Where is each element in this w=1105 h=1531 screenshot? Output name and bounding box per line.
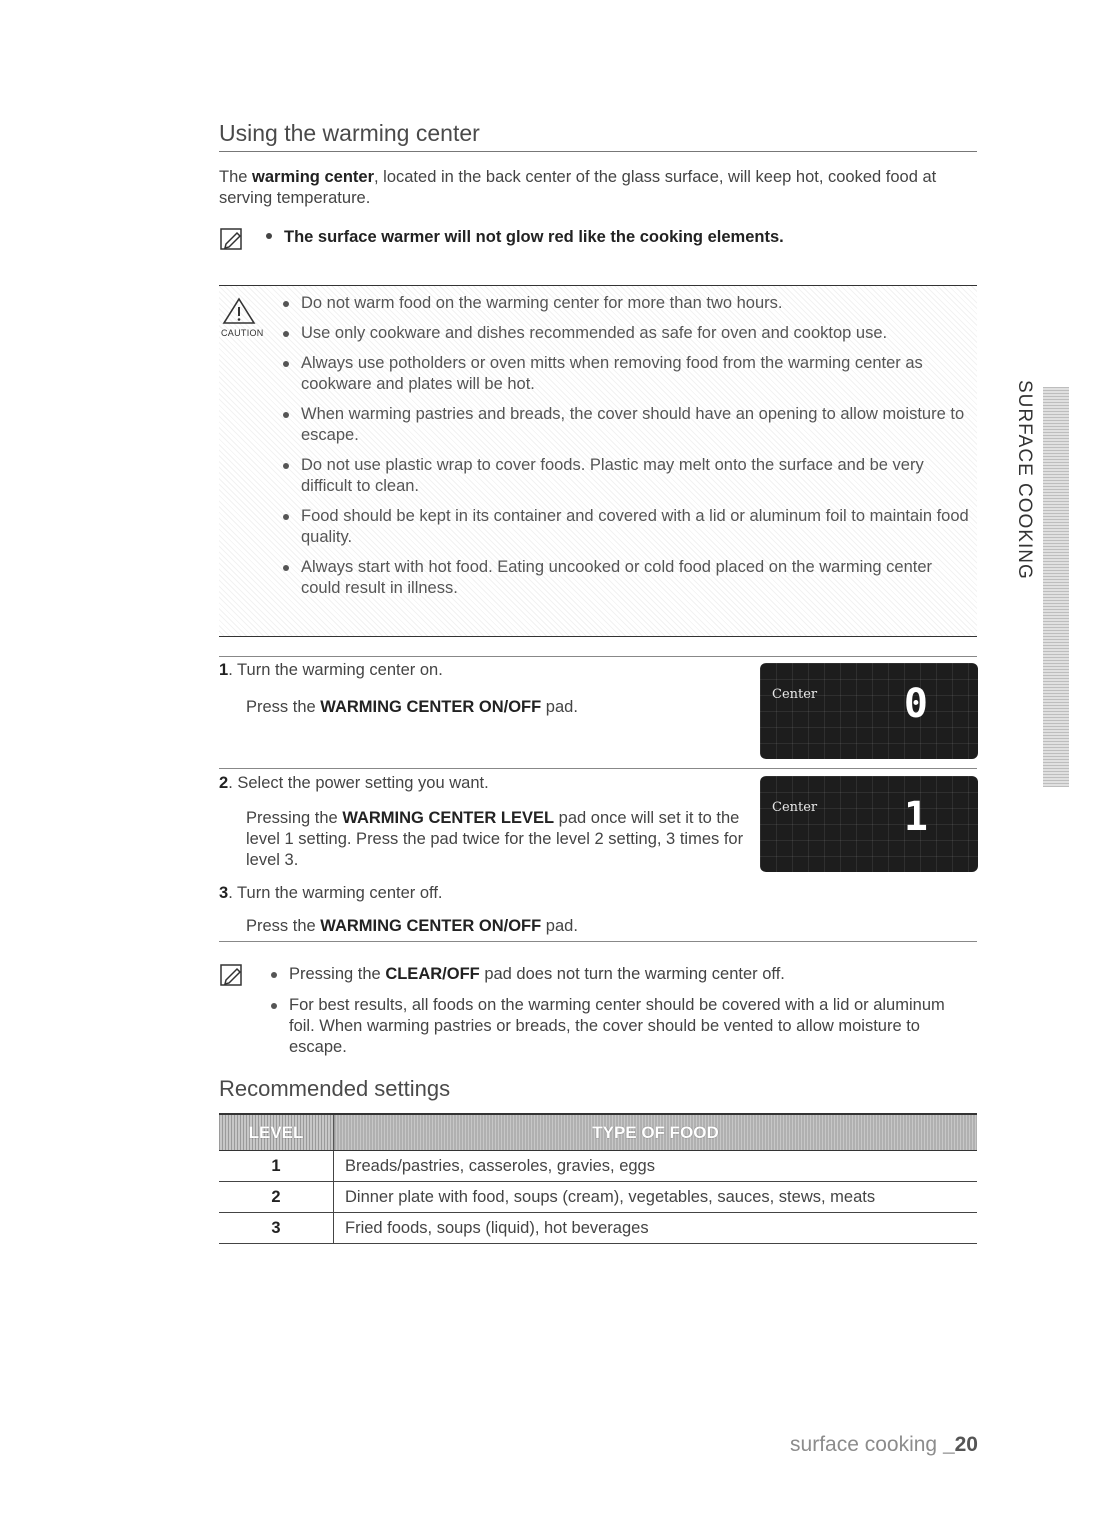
display-panel bbox=[760, 776, 978, 872]
step-number: 2 bbox=[219, 774, 229, 792]
level-cell: 1 bbox=[219, 1151, 334, 1182]
note2-item: For best results, all foods on the warming center should be covered with a lid or aluminum foil. When warming pastries or breads, the cover should be vented to allow moisture to escape. bbox=[271, 995, 971, 1058]
step-text: pad once will set it to the level 1 setting. Press the pad twice for the level 2 setting, 3 times for level 3. bbox=[246, 809, 744, 869]
side-tab-label: SURFACE COOKING bbox=[1014, 380, 1035, 580]
page-number: _20 bbox=[942, 1433, 978, 1456]
caution-label: CAUTION bbox=[221, 328, 264, 338]
caution-item: Food should be kept in its container and covered with a lid or aluminum foil to maintain food quality. bbox=[283, 506, 973, 548]
level-header: LEVEL bbox=[219, 1114, 334, 1151]
caution-item: Do not warm food on the warming center for more than two hours. bbox=[283, 293, 973, 314]
caution-item: Use only cookware and dishes recommended as safe for oven and cooktop use. bbox=[283, 323, 973, 344]
divider bbox=[219, 656, 977, 657]
food-header: TYPE OF FOOD bbox=[334, 1114, 978, 1151]
table-row bbox=[219, 1182, 977, 1213]
side-tab-bar bbox=[1043, 387, 1069, 787]
table-header-row bbox=[219, 1114, 977, 1151]
note2-bold: CLEAR/OFF bbox=[385, 965, 480, 983]
step-3-title bbox=[219, 883, 739, 904]
intro-prefix: The bbox=[219, 168, 253, 186]
panel-digit: 1 bbox=[903, 794, 928, 840]
note2-text: Pressing the bbox=[289, 965, 386, 983]
food-cell: Dinner plate with food, soups (cream), vegetables, sauces, stews, meats bbox=[334, 1182, 978, 1213]
intro-rest: , located in the back center of the glass surface, will keep hot, cooked food at serving temperature. bbox=[219, 168, 937, 207]
caution-item: Always use potholders or oven mitts when removing food from the warming center as cookware and plates will be hot. bbox=[283, 353, 973, 395]
note1-label: The surface warmer will not glow red like the cooking elements. bbox=[284, 228, 784, 246]
level-cell: 3 bbox=[219, 1213, 334, 1244]
step-number: 1 bbox=[219, 661, 229, 679]
page-footer bbox=[790, 1433, 978, 1457]
step-text: pad. bbox=[541, 917, 578, 935]
note-pencil-icon bbox=[219, 226, 245, 257]
step-1-title bbox=[219, 660, 739, 681]
step-bold: WARMING CENTER ON/OFF bbox=[320, 698, 542, 716]
step-bold: WARMING CENTER LEVEL bbox=[342, 809, 555, 827]
level-cell: 2 bbox=[219, 1182, 334, 1213]
step-2-title bbox=[219, 773, 739, 794]
step-title: . Turn the warming center off. bbox=[228, 884, 443, 902]
recommended-table bbox=[219, 1113, 977, 1244]
step-2-body bbox=[246, 808, 754, 871]
recommended-title: Recommended settings bbox=[219, 1076, 451, 1101]
step-title: . Select the power setting you want. bbox=[228, 774, 489, 792]
step-title: . Turn the warming center on. bbox=[228, 661, 443, 679]
caution-item: Always start with hot food. Eating uncooked or cold food placed on the warming center could result in illness. bbox=[283, 557, 973, 599]
panel-label: Center bbox=[772, 687, 818, 702]
note2-item bbox=[271, 964, 971, 985]
warning-triangle-icon bbox=[222, 297, 256, 330]
step-number: 3 bbox=[219, 884, 229, 902]
food-cell: Breads/pastries, casseroles, gravies, eggs bbox=[334, 1151, 978, 1182]
table-row bbox=[219, 1213, 977, 1244]
step-text: pad. bbox=[541, 698, 578, 716]
divider bbox=[219, 768, 977, 769]
note2-text: pad does not turn the warming center off. bbox=[479, 965, 785, 983]
panel-label: Center bbox=[772, 800, 818, 815]
step-bold: WARMING CENTER ON/OFF bbox=[320, 917, 542, 935]
step-text: Press the bbox=[246, 917, 321, 935]
step-1-body bbox=[246, 697, 746, 718]
display-panel bbox=[760, 663, 978, 759]
note-pencil-icon bbox=[219, 962, 245, 993]
table-row bbox=[219, 1151, 977, 1182]
bullet-dot bbox=[266, 233, 272, 239]
note1-text bbox=[266, 228, 784, 247]
caution-item: When warming pastries and breads, the cover should have an opening to allow moisture to escape. bbox=[283, 404, 973, 446]
step-3-body bbox=[246, 916, 746, 937]
intro-paragraph bbox=[219, 167, 979, 209]
note2-list bbox=[271, 964, 971, 1068]
divider bbox=[219, 941, 977, 942]
step-text: Pressing the bbox=[246, 809, 343, 827]
panel-digit: 0 bbox=[903, 681, 928, 727]
caution-list bbox=[283, 293, 973, 608]
food-cell: Fried foods, soups (liquid), hot beverages bbox=[334, 1213, 978, 1244]
caution-item: Do not use plastic wrap to cover foods. Plastic may melt onto the surface and be very difficult to clean. bbox=[283, 455, 973, 497]
step-text: Press the bbox=[246, 698, 321, 716]
section-title: Using the warming center bbox=[219, 120, 977, 152]
intro-bold: warming center bbox=[252, 168, 374, 186]
footer-section: surface cooking bbox=[790, 1433, 943, 1456]
